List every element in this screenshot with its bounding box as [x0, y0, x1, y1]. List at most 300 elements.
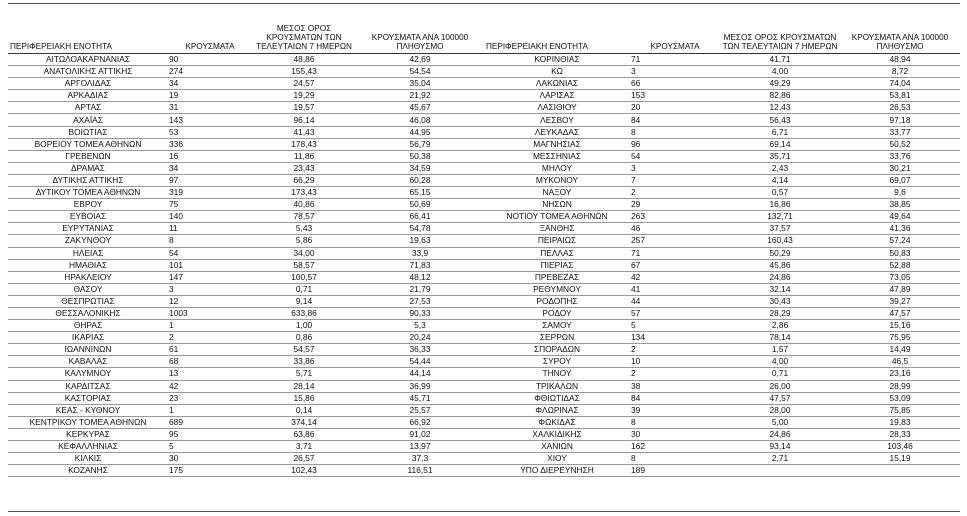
- cell-region-left: ΚΟΖΑΝΗΣ: [8, 465, 168, 477]
- table-row: [8, 114, 960, 126]
- cell-per100k-right: 30,21: [840, 162, 960, 174]
- cell-per100k-right: 26,53: [840, 102, 960, 114]
- cell-per100k-left: 33,9: [356, 247, 484, 259]
- cell-avg7-left: 9,14: [252, 295, 356, 307]
- table-row: [8, 90, 960, 102]
- cell-per100k-left: 48,12: [356, 271, 484, 283]
- cell-per100k-left: 27,53: [356, 295, 484, 307]
- cell-region-right: ΝΗΣΩΝ: [484, 199, 630, 211]
- cell-per100k-right: 49,64: [840, 211, 960, 223]
- cell-avg7-left: 96,14: [252, 114, 356, 126]
- cell-cases-left: 143: [168, 114, 252, 126]
- cell-per100k-left: 50,38: [356, 150, 484, 162]
- table-row: [8, 174, 960, 186]
- table-row: [8, 247, 960, 259]
- cell-per100k-left: 34,59: [356, 162, 484, 174]
- cell-avg7-left: 5,71: [252, 368, 356, 380]
- cell-avg7-left: 26,57: [252, 453, 356, 465]
- cell-per100k-right: 39,27: [840, 295, 960, 307]
- table-row: [8, 138, 960, 150]
- cell-avg7-left: 0,86: [252, 332, 356, 344]
- table-row: [8, 380, 960, 392]
- table-row: [8, 295, 960, 307]
- cell-avg7-right: 2,43: [720, 162, 840, 174]
- cell-cases-right: 263: [630, 211, 720, 223]
- cell-cases-right: 3: [630, 66, 720, 78]
- cell-region-left: ΑΙΤΩΛΟΑΚΑΡΝΑΝΙΑΣ: [8, 54, 168, 66]
- cell-cases-left: 689: [168, 416, 252, 428]
- table-row: [8, 66, 960, 78]
- cell-per100k-right: 53,81: [840, 90, 960, 102]
- cell-cases-right: 2: [630, 344, 720, 356]
- cell-per100k-left: 71,83: [356, 259, 484, 271]
- cell-avg7-left: 48,86: [252, 54, 356, 66]
- cell-avg7-left: 374,14: [252, 416, 356, 428]
- cell-per100k-left: 45,67: [356, 102, 484, 114]
- table-row: [8, 54, 960, 66]
- cell-cases-left: 19: [168, 90, 252, 102]
- cell-cases-right: 162: [630, 441, 720, 453]
- cell-avg7-right: 56,43: [720, 114, 840, 126]
- cell-cases-left: 1003: [168, 307, 252, 319]
- cell-per100k-left: 66,92: [356, 416, 484, 428]
- cell-cases-right: 10: [630, 356, 720, 368]
- cell-avg7-left: 54,57: [252, 344, 356, 356]
- cell-avg7-left: 5,43: [252, 223, 356, 235]
- bottom-rule: [8, 511, 960, 512]
- cell-region-right: ΚΟΡΙΝΘΙΑΣ: [484, 54, 630, 66]
- cell-per100k-right: 53,09: [840, 392, 960, 404]
- cell-avg7-left: 155,43: [252, 66, 356, 78]
- cell-cases-left: 30: [168, 453, 252, 465]
- table-body: [8, 54, 960, 477]
- cell-avg7-right: 32,14: [720, 283, 840, 295]
- cell-per100k-left: 20,24: [356, 332, 484, 344]
- cell-avg7-right: 4,00: [720, 66, 840, 78]
- cell-cases-right: 8: [630, 126, 720, 138]
- cell-cases-left: 90: [168, 54, 252, 66]
- cell-region-right: ΝΑΞΟΥ: [484, 187, 630, 199]
- cell-avg7-right: 30,43: [720, 295, 840, 307]
- cell-region-left: ΘΕΣΠΡΩΤΙΑΣ: [8, 295, 168, 307]
- cell-cases-right: 42: [630, 271, 720, 283]
- cell-avg7-left: 100,57: [252, 271, 356, 283]
- cell-cases-left: 1: [168, 404, 252, 416]
- cell-region-right: ΛΑΡΙΣΑΣ: [484, 90, 630, 102]
- cell-per100k-right: 97,18: [840, 114, 960, 126]
- cell-avg7-right: 50,29: [720, 247, 840, 259]
- cell-region-left: ΔΥΤΙΚΟΥ ΤΟΜΕΑ ΑΘΗΝΩΝ: [8, 187, 168, 199]
- cell-cases-right: 29: [630, 199, 720, 211]
- cell-cases-left: 140: [168, 211, 252, 223]
- cell-region-right: ΦΘΙΩΤΙΔΑΣ: [484, 392, 630, 404]
- cell-region-left: ΓΡΕΒΕΝΩΝ: [8, 150, 168, 162]
- table-row: [8, 126, 960, 138]
- cell-avg7-left: 34,00: [252, 247, 356, 259]
- cell-cases-right: 153: [630, 90, 720, 102]
- cell-avg7-left: 102,43: [252, 465, 356, 477]
- cell-region-left: ΙΚΑΡΙΑΣ: [8, 332, 168, 344]
- cell-cases-right: 189: [630, 465, 720, 477]
- cell-region-left: ΖΑΚΥΝΘΟΥ: [8, 235, 168, 247]
- cell-region-left: ΘΕΣΣΑΛΟΝΙΚΗΣ: [8, 307, 168, 319]
- cell-region-right: ΠΕΛΛΑΣ: [484, 247, 630, 259]
- cell-region-right: ΧΑΛΚΙΔΙΚΗΣ: [484, 428, 630, 440]
- cell-region-left: ΗΛΕΙΑΣ: [8, 247, 168, 259]
- cell-per100k-right: 41,36: [840, 223, 960, 235]
- cell-avg7-right: 0,71: [720, 368, 840, 380]
- cell-region-left: ΔΥΤΙΚΗΣ ΑΤΤΙΚΗΣ: [8, 174, 168, 186]
- cell-per100k-left: 44,14: [356, 368, 484, 380]
- cell-cases-left: 42: [168, 380, 252, 392]
- cell-cases-left: 53: [168, 126, 252, 138]
- cell-cases-left: 95: [168, 428, 252, 440]
- table-row: [8, 211, 960, 223]
- cell-avg7-left: 28,14: [252, 380, 356, 392]
- table-row: [8, 235, 960, 247]
- cell-avg7-right: 35,71: [720, 150, 840, 162]
- cell-cases-left: 1: [168, 320, 252, 332]
- cell-region-left: ΕΥΡΥΤΑΝΙΑΣ: [8, 223, 168, 235]
- cell-cases-right: 2: [630, 187, 720, 199]
- top-rule: [8, 3, 960, 4]
- cell-per100k-right: 69,07: [840, 174, 960, 186]
- cell-avg7-left: 173,43: [252, 187, 356, 199]
- cell-region-left: ΑΡΤΑΣ: [8, 102, 168, 114]
- table-row: [8, 332, 960, 344]
- cell-avg7-left: 11,86: [252, 150, 356, 162]
- cell-avg7-right: 4,14: [720, 174, 840, 186]
- cell-avg7-left: 40,86: [252, 199, 356, 211]
- cell-per100k-left: 37,3: [356, 453, 484, 465]
- cell-avg7-right: 132,71: [720, 211, 840, 223]
- cell-region-right: ΣΑΜΟΥ: [484, 320, 630, 332]
- cell-cases-left: 31: [168, 102, 252, 114]
- cell-avg7-right: 82,86: [720, 90, 840, 102]
- cell-region-right: ΛΑΣΙΘΙΟΥ: [484, 102, 630, 114]
- cell-region-right: ΠΡΕΒΕΖΑΣ: [484, 271, 630, 283]
- table-row: [8, 441, 960, 453]
- cell-per100k-right: [840, 465, 960, 477]
- cell-avg7-left: 15,86: [252, 392, 356, 404]
- cell-avg7-left: 58,57: [252, 259, 356, 271]
- cell-per100k-right: 8,72: [840, 66, 960, 78]
- cell-cases-left: 3: [168, 283, 252, 295]
- cell-region-left: ΗΡΑΚΛΕΙΟΥ: [8, 271, 168, 283]
- cell-cases-left: 336: [168, 138, 252, 150]
- cell-per100k-right: 52,88: [840, 259, 960, 271]
- table-row: [8, 416, 960, 428]
- cell-region-right: ΣΠΟΡΑΔΩΝ: [484, 344, 630, 356]
- cell-per100k-left: 13,97: [356, 441, 484, 453]
- cell-cases-left: 5: [168, 441, 252, 453]
- cell-region-right: ΦΛΩΡΙΝΑΣ: [484, 404, 630, 416]
- cell-cases-right: 71: [630, 247, 720, 259]
- cell-region-right: ΧΑΝΙΩΝ: [484, 441, 630, 453]
- cell-per100k-left: 46,08: [356, 114, 484, 126]
- cell-avg7-right: 93,14: [720, 441, 840, 453]
- cell-region-right: ΡΟΔΟΥ: [484, 307, 630, 319]
- cell-cases-right: 7: [630, 174, 720, 186]
- cell-per100k-left: 44,95: [356, 126, 484, 138]
- cell-per100k-right: 50,83: [840, 247, 960, 259]
- table-row: [8, 392, 960, 404]
- cell-cases-right: 257: [630, 235, 720, 247]
- cell-cases-right: 57: [630, 307, 720, 319]
- cell-cases-left: 101: [168, 259, 252, 271]
- cell-cases-left: 34: [168, 78, 252, 90]
- cell-region-right: ΜΑΓΝΗΣΙΑΣ: [484, 138, 630, 150]
- cell-cases-right: 46: [630, 223, 720, 235]
- cell-region-left: ΚΑΛΥΜΝΟΥ: [8, 368, 168, 380]
- cell-region-left: ΒΟΙΩΤΙΑΣ: [8, 126, 168, 138]
- cell-cases-right: 30: [630, 428, 720, 440]
- table-row: [8, 283, 960, 295]
- cell-per100k-right: 15,16: [840, 320, 960, 332]
- table-row: [8, 162, 960, 174]
- cell-per100k-left: 65,15: [356, 187, 484, 199]
- cell-per100k-left: 66,41: [356, 211, 484, 223]
- col-header-avg7-right: ΜΕΣΟΣ ΟΡΟΣ ΚΡΟΥΣΜΑΤΩΝ ΤΩΝ ΤΕΛΕΥΤΑΙΩΝ 7 ΗΜΕΡΩΝ: [720, 10, 840, 54]
- cell-cases-left: 175: [168, 465, 252, 477]
- cell-per100k-right: 46,5: [840, 356, 960, 368]
- table-row: [8, 187, 960, 199]
- table-row: [8, 259, 960, 271]
- cell-region-left: ΙΩΑΝΝΙΝΩΝ: [8, 344, 168, 356]
- cell-avg7-left: 5,86: [252, 235, 356, 247]
- cell-cases-right: 44: [630, 295, 720, 307]
- cell-per100k-right: 19,83: [840, 416, 960, 428]
- cell-cases-right: 66: [630, 78, 720, 90]
- cell-avg7-right: 160,43: [720, 235, 840, 247]
- cell-avg7-right: 12,43: [720, 102, 840, 114]
- cell-cases-right: 134: [630, 332, 720, 344]
- cell-cases-left: 34: [168, 162, 252, 174]
- cell-region-left: ΚΕΑΣ - ΚΥΘΝΟΥ: [8, 404, 168, 416]
- cell-avg7-right: 0,57: [720, 187, 840, 199]
- cell-region-left: ΚΕΝΤΡΙΚΟΥ ΤΟΜΕΑ ΑΘΗΝΩΝ: [8, 416, 168, 428]
- cell-cases-right: 84: [630, 114, 720, 126]
- cell-cases-right: 38: [630, 380, 720, 392]
- cell-region-left: ΘΗΡΑΣ: [8, 320, 168, 332]
- cell-cases-left: 8: [168, 235, 252, 247]
- col-header-cases-left: ΚΡΟΥΣΜΑΤΑ: [168, 10, 252, 54]
- cell-cases-left: 75: [168, 199, 252, 211]
- cell-cases-left: 319: [168, 187, 252, 199]
- cell-cases-left: 2: [168, 332, 252, 344]
- cell-cases-left: 147: [168, 271, 252, 283]
- cell-avg7-right: 41,71: [720, 54, 840, 66]
- cell-region-right: ΛΑΚΩΝΙΑΣ: [484, 78, 630, 90]
- cell-per100k-right: 33,77: [840, 126, 960, 138]
- cell-region-right: ΤΡΙΚΑΛΩΝ: [484, 380, 630, 392]
- cell-avg7-left: 23,43: [252, 162, 356, 174]
- table-row: [8, 404, 960, 416]
- cell-cases-right: 2: [630, 368, 720, 380]
- table-row: [8, 453, 960, 465]
- cell-cases-right: 54: [630, 150, 720, 162]
- cell-avg7-left: 633,86: [252, 307, 356, 319]
- cell-avg7-right: 4,00: [720, 356, 840, 368]
- cell-avg7-right: 28,00: [720, 404, 840, 416]
- header-row: [8, 10, 960, 54]
- cell-region-left: ΒΟΡΕΙΟΥ ΤΟΜΕΑ ΑΘΗΝΩΝ: [8, 138, 168, 150]
- cell-cases-right: 5: [630, 320, 720, 332]
- cell-cases-right: 20: [630, 102, 720, 114]
- cell-avg7-right: 24,86: [720, 271, 840, 283]
- cell-avg7-right: [720, 465, 840, 477]
- cell-per100k-right: 48,94: [840, 54, 960, 66]
- table-row: [8, 223, 960, 235]
- cell-per100k-right: 33,76: [840, 150, 960, 162]
- table-row: [8, 199, 960, 211]
- cell-per100k-left: 60,28: [356, 174, 484, 186]
- col-header-per100k-left: ΚΡΟΥΣΜΑΤΑ ΑΝΑ 100000 ΠΛΗΘΥΣΜΟ: [356, 10, 484, 54]
- cell-region-left: ΗΜΑΘΙΑΣ: [8, 259, 168, 271]
- cell-region-left: ΕΒΡΟΥ: [8, 199, 168, 211]
- cell-cases-right: 3: [630, 162, 720, 174]
- cell-avg7-left: 33,86: [252, 356, 356, 368]
- cell-region-left: ΚΑΣΤΟΡΙΑΣ: [8, 392, 168, 404]
- cell-avg7-left: 66,29: [252, 174, 356, 186]
- cell-avg7-right: 69,14: [720, 138, 840, 150]
- cell-avg7-left: 178,43: [252, 138, 356, 150]
- cell-cases-right: 8: [630, 416, 720, 428]
- cell-per100k-left: 90,33: [356, 307, 484, 319]
- cell-avg7-right: 24,86: [720, 428, 840, 440]
- cases-table: [8, 10, 960, 477]
- cell-cases-left: 61: [168, 344, 252, 356]
- cell-region-right: ΝΟΤΙΟΥ ΤΟΜΕΑ ΑΘΗΝΩΝ: [484, 211, 630, 223]
- table-row: [8, 150, 960, 162]
- cell-avg7-left: 24,57: [252, 78, 356, 90]
- cell-per100k-left: 54,78: [356, 223, 484, 235]
- cell-region-left: ΑΡΚΑΔΙΑΣ: [8, 90, 168, 102]
- cell-avg7-right: 2,86: [720, 320, 840, 332]
- cell-per100k-right: 75,85: [840, 404, 960, 416]
- table-row: [8, 78, 960, 90]
- cell-avg7-right: 6,71: [720, 126, 840, 138]
- cell-per100k-right: 38,85: [840, 199, 960, 211]
- cell-per100k-left: 5,3: [356, 320, 484, 332]
- cell-avg7-left: 0,14: [252, 404, 356, 416]
- cell-region-left: ΔΡΑΜΑΣ: [8, 162, 168, 174]
- cell-per100k-right: 57,24: [840, 235, 960, 247]
- cell-avg7-left: 19,57: [252, 102, 356, 114]
- cell-per100k-right: 15,19: [840, 453, 960, 465]
- cell-avg7-right: 1,57: [720, 344, 840, 356]
- table-row: [8, 271, 960, 283]
- col-header-region-right: ΠΕΡΙΦΕΡΕΙΑΚΗ ΕΝΟΤΗΤΑ: [484, 10, 630, 54]
- cell-cases-left: 11: [168, 223, 252, 235]
- cell-per100k-left: 21,92: [356, 90, 484, 102]
- cell-region-right: ΥΠΟ ΔΙΕΡΕΥΝΗΣΗ: [484, 465, 630, 477]
- cell-region-right: ΣΥΡΟΥ: [484, 356, 630, 368]
- cell-cases-right: 8: [630, 453, 720, 465]
- cell-avg7-right: 47,57: [720, 392, 840, 404]
- table-row: [8, 465, 960, 477]
- cell-region-left: ΑΧΑΪΑΣ: [8, 114, 168, 126]
- cell-cases-left: 12: [168, 295, 252, 307]
- cell-avg7-right: 2,71: [720, 453, 840, 465]
- cell-region-right: ΜΕΣΣΗΝΙΑΣ: [484, 150, 630, 162]
- table-row: [8, 428, 960, 440]
- col-header-per100k-right: ΚΡΟΥΣΜΑΤΑ ΑΝΑ 100000 ΠΛΗΘΥΣΜΟ: [840, 10, 960, 54]
- cell-region-right: ΜΗΛΟΥ: [484, 162, 630, 174]
- cell-per100k-left: 45,71: [356, 392, 484, 404]
- cell-cases-left: 13: [168, 368, 252, 380]
- table-row: [8, 368, 960, 380]
- cell-region-right: ΞΑΝΘΗΣ: [484, 223, 630, 235]
- cell-per100k-left: 36,99: [356, 380, 484, 392]
- cell-per100k-left: 42,69: [356, 54, 484, 66]
- cell-cases-right: 96: [630, 138, 720, 150]
- cell-cases-right: 39: [630, 404, 720, 416]
- cell-per100k-left: 25,57: [356, 404, 484, 416]
- table-row: [8, 102, 960, 114]
- cell-avg7-left: 3,71: [252, 441, 356, 453]
- cell-per100k-left: 36,33: [356, 344, 484, 356]
- cell-cases-left: 97: [168, 174, 252, 186]
- cell-region-right: ΜΥΚΟΝΟΥ: [484, 174, 630, 186]
- cell-per100k-left: 35,04: [356, 78, 484, 90]
- cell-region-right: ΠΕΙΡΑΙΩΣ: [484, 235, 630, 247]
- cell-region-left: ΚΑΡΔΙΤΣΑΣ: [8, 380, 168, 392]
- cell-avg7-right: 45,86: [720, 259, 840, 271]
- cell-per100k-left: 56,79: [356, 138, 484, 150]
- cell-avg7-right: 26,00: [720, 380, 840, 392]
- cell-region-right: ΛΕΥΚΑΔΑΣ: [484, 126, 630, 138]
- cell-avg7-right: 49,29: [720, 78, 840, 90]
- cell-per100k-right: 103,46: [840, 441, 960, 453]
- cell-cases-left: 54: [168, 247, 252, 259]
- cell-region-right: ΠΙΕΡΙΑΣ: [484, 259, 630, 271]
- cell-per100k-right: 9,6: [840, 187, 960, 199]
- cell-region-right: ΤΗΝΟΥ: [484, 368, 630, 380]
- cell-per100k-left: 116,51: [356, 465, 484, 477]
- cell-per100k-right: 74,04: [840, 78, 960, 90]
- cell-per100k-right: 47,89: [840, 283, 960, 295]
- cell-avg7-left: 78,57: [252, 211, 356, 223]
- cell-per100k-right: 14,49: [840, 344, 960, 356]
- cell-avg7-left: 41,43: [252, 126, 356, 138]
- cell-region-left: ΚΕΡΚΥΡΑΣ: [8, 428, 168, 440]
- cell-per100k-left: 91,02: [356, 428, 484, 440]
- cell-region-left: ΕΥΒΟΙΑΣ: [8, 211, 168, 223]
- cell-per100k-left: 21,79: [356, 283, 484, 295]
- cell-per100k-right: 50,52: [840, 138, 960, 150]
- cell-per100k-left: 54,44: [356, 356, 484, 368]
- cell-avg7-right: 37,57: [720, 223, 840, 235]
- cell-region-right: ΣΕΡΡΩΝ: [484, 332, 630, 344]
- cell-cases-right: 67: [630, 259, 720, 271]
- cell-cases-right: 41: [630, 283, 720, 295]
- cell-cases-left: 16: [168, 150, 252, 162]
- col-header-avg7-left: ΜΕΣΟΣ ΟΡΟΣ ΚΡΟΥΣΜΑΤΩΝ ΤΩΝ ΤΕΛΕΥΤΑΙΩΝ 7 ΗΜΕΡΩΝ: [252, 10, 356, 54]
- col-header-cases-right: ΚΡΟΥΣΜΑΤΑ: [630, 10, 720, 54]
- cell-cases-left: 23: [168, 392, 252, 404]
- col-header-region-left: ΠΕΡΙΦΕΡΕΙΑΚΗ ΕΝΟΤΗΤΑ: [8, 10, 168, 54]
- cell-per100k-right: 23,16: [840, 368, 960, 380]
- cell-avg7-left: 1,00: [252, 320, 356, 332]
- cell-cases-left: 68: [168, 356, 252, 368]
- cell-region-left: ΘΑΣΟΥ: [8, 283, 168, 295]
- cell-region-right: ΦΩΚΙΔΑΣ: [484, 416, 630, 428]
- cell-per100k-left: 50,69: [356, 199, 484, 211]
- cell-region-right: ΚΩ: [484, 66, 630, 78]
- cell-region-left: ΑΝΑΤΟΛΙΚΗΣ ΑΤΤΙΚΗΣ: [8, 66, 168, 78]
- cell-per100k-left: 19,63: [356, 235, 484, 247]
